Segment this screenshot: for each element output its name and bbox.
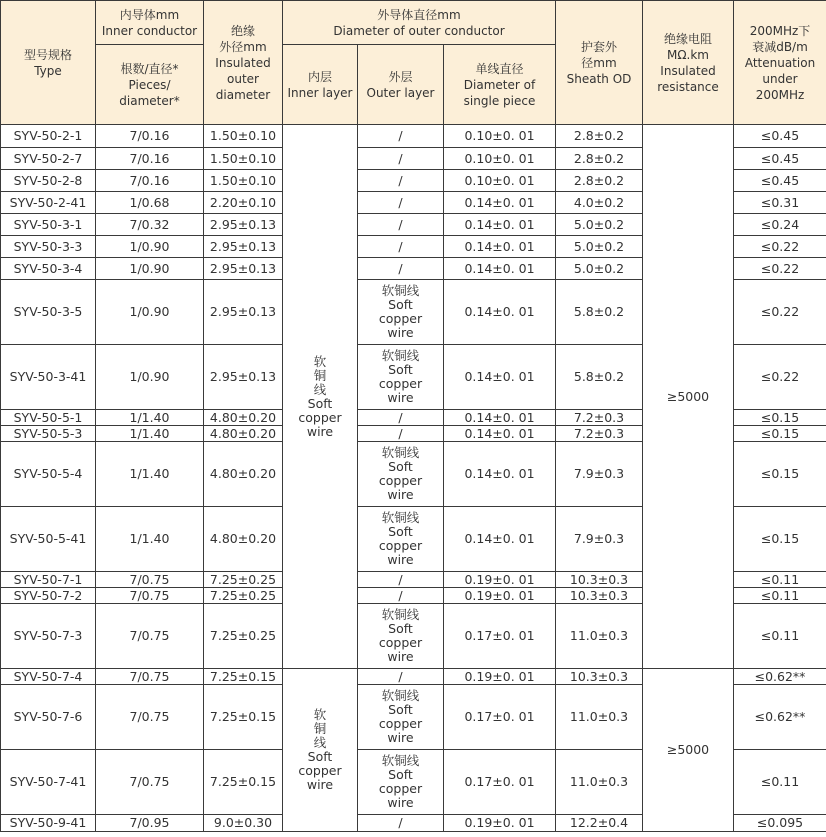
header-insulated-resistance: 绝缘电阻 MΩ.km Insulated resistance	[643, 1, 734, 125]
cell-outer-layer: 软铜线 Soft copper wire	[358, 507, 444, 572]
cell-type: SYV-50-3-1	[1, 214, 96, 236]
cell-outer-layer: /	[358, 669, 444, 685]
cell-pieces-diameter: 7/0.75	[96, 572, 204, 588]
cell-sheath-od: 2.8±0.2	[556, 148, 643, 170]
cell-single-piece-diameter: 0.19±0. 01	[444, 588, 556, 604]
cell-pieces-diameter: 7/0.75	[96, 604, 204, 669]
cell-pieces-diameter: 7/0.75	[96, 750, 204, 815]
cell-insulated-od: 7.25±0.25	[204, 604, 283, 669]
cell-pieces-diameter: 7/0.75	[96, 588, 204, 604]
cell-attenuation: ≤0.22	[734, 236, 826, 258]
cell-type: SYV-50-3-4	[1, 258, 96, 280]
cell-single-piece-diameter: 0.17±0. 01	[444, 750, 556, 815]
header-single-piece: 单线直径 Diameter of single piece	[444, 45, 556, 125]
cell-single-piece-diameter: 0.14±0. 01	[444, 410, 556, 426]
cell-inner-layer-soft-copper-wire: 软 铜 线 Soft copper wire	[283, 125, 358, 669]
cell-sheath-od: 11.0±0.3	[556, 685, 643, 750]
header-inner-layer: 内层 Inner layer	[283, 45, 358, 125]
cell-insulated-od: 9.0±0.30	[204, 815, 283, 832]
cell-type: SYV-50-3-41	[1, 345, 96, 410]
cell-type: SYV-50-2-7	[1, 148, 96, 170]
cell-sheath-od: 5.0±0.2	[556, 214, 643, 236]
cell-pieces-diameter: 1/0.90	[96, 280, 204, 345]
cell-sheath-od: 4.0±0.2	[556, 192, 643, 214]
cell-type: SYV-50-7-1	[1, 572, 96, 588]
cell-attenuation: ≤0.62**	[734, 685, 826, 750]
cell-pieces-diameter: 1/0.68	[96, 192, 204, 214]
cell-type: SYV-50-7-2	[1, 588, 96, 604]
cell-attenuation: ≤0.45	[734, 170, 826, 192]
cell-outer-layer: /	[358, 815, 444, 832]
cell-attenuation: ≤0.22	[734, 345, 826, 410]
cell-outer-layer: /	[358, 410, 444, 426]
cell-insulated-od: 7.25±0.15	[204, 750, 283, 815]
cell-type: SYV-50-3-3	[1, 236, 96, 258]
cell-attenuation: ≤0.15	[734, 410, 826, 426]
cell-type: SYV-50-2-8	[1, 170, 96, 192]
cell-pieces-diameter: 7/0.75	[96, 685, 204, 750]
cell-insulated-od: 2.95±0.13	[204, 345, 283, 410]
cell-type: SYV-50-5-3	[1, 426, 96, 442]
cell-insulated-od: 2.95±0.13	[204, 258, 283, 280]
cell-outer-layer: /	[358, 588, 444, 604]
cell-outer-layer: /	[358, 192, 444, 214]
cell-sheath-od: 7.9±0.3	[556, 507, 643, 572]
cell-insulated-resistance: ≥5000	[643, 125, 734, 669]
cell-type: SYV-50-5-4	[1, 442, 96, 507]
cell-pieces-diameter: 1/0.90	[96, 258, 204, 280]
cell-type: SYV-50-9-41	[1, 815, 96, 832]
cell-sheath-od: 5.8±0.2	[556, 345, 643, 410]
cell-attenuation: ≤0.45	[734, 125, 826, 148]
cell-outer-layer: /	[358, 125, 444, 148]
cell-sheath-od: 10.3±0.3	[556, 669, 643, 685]
cell-inner-layer-soft-copper-wire: 软 铜 线 Soft copper wire	[283, 669, 358, 832]
cell-pieces-diameter: 7/0.16	[96, 170, 204, 192]
cell-outer-layer: 软铜线 Soft copper wire	[358, 604, 444, 669]
cell-outer-layer: 软铜线 Soft copper wire	[358, 442, 444, 507]
header-insulated-od: 绝缘 外径mm Insulated outer diameter	[204, 1, 283, 125]
cell-single-piece-diameter: 0.17±0. 01	[444, 685, 556, 750]
cell-insulated-od: 2.95±0.13	[204, 236, 283, 258]
cell-attenuation: ≤0.15	[734, 507, 826, 572]
cell-insulated-od: 2.20±0.10	[204, 192, 283, 214]
cell-type: SYV-50-5-1	[1, 410, 96, 426]
cell-type: SYV-50-2-1	[1, 125, 96, 148]
cell-type: SYV-50-7-4	[1, 669, 96, 685]
cell-insulated-od: 2.95±0.13	[204, 280, 283, 345]
cell-type: SYV-50-7-3	[1, 604, 96, 669]
cell-outer-layer: 软铜线 Soft copper wire	[358, 685, 444, 750]
cell-outer-layer: /	[358, 214, 444, 236]
cell-single-piece-diameter: 0.19±0. 01	[444, 815, 556, 832]
cell-single-piece-diameter: 0.10±0. 01	[444, 170, 556, 192]
header-outer-layer: 外层 Outer layer	[358, 45, 444, 125]
cell-insulated-od: 1.50±0.10	[204, 125, 283, 148]
cell-insulated-od: 4.80±0.20	[204, 507, 283, 572]
table-row	[1, 669, 826, 685]
cell-insulated-od: 7.25±0.25	[204, 572, 283, 588]
cell-attenuation: ≤0.22	[734, 280, 826, 345]
cell-pieces-diameter: 1/1.40	[96, 426, 204, 442]
cell-single-piece-diameter: 0.14±0. 01	[444, 192, 556, 214]
cell-attenuation: ≤0.095	[734, 815, 826, 832]
cell-sheath-od: 5.0±0.2	[556, 258, 643, 280]
cell-sheath-od: 7.2±0.3	[556, 426, 643, 442]
cell-sheath-od: 7.9±0.3	[556, 442, 643, 507]
cell-single-piece-diameter: 0.17±0. 01	[444, 604, 556, 669]
cell-single-piece-diameter: 0.14±0. 01	[444, 442, 556, 507]
cell-pieces-diameter: 7/0.16	[96, 125, 204, 148]
spec-table-body	[1, 125, 826, 832]
cell-pieces-diameter: 1/1.40	[96, 507, 204, 572]
cell-pieces-diameter: 7/0.32	[96, 214, 204, 236]
cell-insulated-od: 7.25±0.15	[204, 685, 283, 750]
cell-attenuation: ≤0.11	[734, 750, 826, 815]
cell-type: SYV-50-7-6	[1, 685, 96, 750]
cell-single-piece-diameter: 0.14±0. 01	[444, 258, 556, 280]
cell-sheath-od: 10.3±0.3	[556, 572, 643, 588]
cell-insulated-resistance: ≥5000	[643, 669, 734, 832]
cell-attenuation: ≤0.15	[734, 442, 826, 507]
cell-pieces-diameter: 1/1.40	[96, 442, 204, 507]
header-row-1	[1, 1, 826, 45]
cell-outer-layer: /	[358, 170, 444, 192]
cell-single-piece-diameter: 0.14±0. 01	[444, 280, 556, 345]
cell-single-piece-diameter: 0.14±0. 01	[444, 426, 556, 442]
cell-attenuation: ≤0.22	[734, 258, 826, 280]
cell-insulated-od: 1.50±0.10	[204, 170, 283, 192]
cell-insulated-od: 7.25±0.25	[204, 588, 283, 604]
cell-sheath-od: 5.0±0.2	[556, 236, 643, 258]
cell-sheath-od: 2.8±0.2	[556, 170, 643, 192]
cell-pieces-diameter: 1/1.40	[96, 410, 204, 426]
cell-sheath-od: 11.0±0.3	[556, 750, 643, 815]
cell-attenuation: ≤0.15	[734, 426, 826, 442]
cell-attenuation: ≤0.62**	[734, 669, 826, 685]
cell-outer-layer: /	[358, 426, 444, 442]
cell-sheath-od: 11.0±0.3	[556, 604, 643, 669]
cell-attenuation: ≤0.11	[734, 604, 826, 669]
cell-single-piece-diameter: 0.10±0. 01	[444, 125, 556, 148]
cell-sheath-od: 2.8±0.2	[556, 125, 643, 148]
cell-type: SYV-50-3-5	[1, 280, 96, 345]
cell-attenuation: ≤0.11	[734, 588, 826, 604]
header-inner-conductor: 内导体mm Inner conductor	[96, 1, 204, 45]
cell-outer-layer: /	[358, 236, 444, 258]
cell-type: SYV-50-5-41	[1, 507, 96, 572]
cell-pieces-diameter: 7/0.16	[96, 148, 204, 170]
cell-outer-layer: 软铜线 Soft copper wire	[358, 280, 444, 345]
cell-pieces-diameter: 7/0.95	[96, 815, 204, 832]
cell-sheath-od: 7.2±0.3	[556, 410, 643, 426]
cell-attenuation: ≤0.45	[734, 148, 826, 170]
cell-type: SYV-50-7-41	[1, 750, 96, 815]
cell-insulated-od: 4.80±0.20	[204, 410, 283, 426]
cell-attenuation: ≤0.31	[734, 192, 826, 214]
cell-type: SYV-50-2-41	[1, 192, 96, 214]
cell-insulated-od: 7.25±0.15	[204, 669, 283, 685]
cell-insulated-od: 4.80±0.20	[204, 426, 283, 442]
cell-insulated-od: 2.95±0.13	[204, 214, 283, 236]
cell-outer-layer: /	[358, 258, 444, 280]
cell-sheath-od: 12.2±0.4	[556, 815, 643, 832]
cell-outer-layer: /	[358, 148, 444, 170]
header-attenuation: 200MHz下 衰减dB/m Attenuation under 200MHz	[734, 1, 826, 125]
cell-single-piece-diameter: 0.14±0. 01	[444, 236, 556, 258]
cell-attenuation: ≤0.24	[734, 214, 826, 236]
cell-single-piece-diameter: 0.14±0. 01	[444, 507, 556, 572]
cell-sheath-od: 10.3±0.3	[556, 588, 643, 604]
cell-insulated-od: 4.80±0.20	[204, 442, 283, 507]
cell-sheath-od: 5.8±0.2	[556, 280, 643, 345]
cell-single-piece-diameter: 0.14±0. 01	[444, 345, 556, 410]
header-type: 型号规格 Type	[1, 1, 96, 125]
cell-outer-layer: 软铜线 Soft copper wire	[358, 345, 444, 410]
cell-outer-layer: 软铜线 Soft copper wire	[358, 750, 444, 815]
cell-pieces-diameter: 7/0.75	[96, 669, 204, 685]
cell-single-piece-diameter: 0.19±0. 01	[444, 669, 556, 685]
cell-pieces-diameter: 1/0.90	[96, 345, 204, 410]
cell-single-piece-diameter: 0.19±0. 01	[444, 572, 556, 588]
cell-single-piece-diameter: 0.10±0. 01	[444, 148, 556, 170]
cell-pieces-diameter: 1/0.90	[96, 236, 204, 258]
table-row	[1, 125, 826, 148]
header-sheath-od: 护套外 径mm Sheath OD	[556, 1, 643, 125]
header-pieces-diameter: 根数/直径* Pieces/ diameter*	[96, 45, 204, 125]
cell-single-piece-diameter: 0.14±0. 01	[444, 214, 556, 236]
cell-outer-layer: /	[358, 572, 444, 588]
cell-insulated-od: 1.50±0.10	[204, 148, 283, 170]
header-outer-conductor: 外导体直径mm Diameter of outer conductor	[283, 1, 556, 45]
cell-attenuation: ≤0.11	[734, 572, 826, 588]
